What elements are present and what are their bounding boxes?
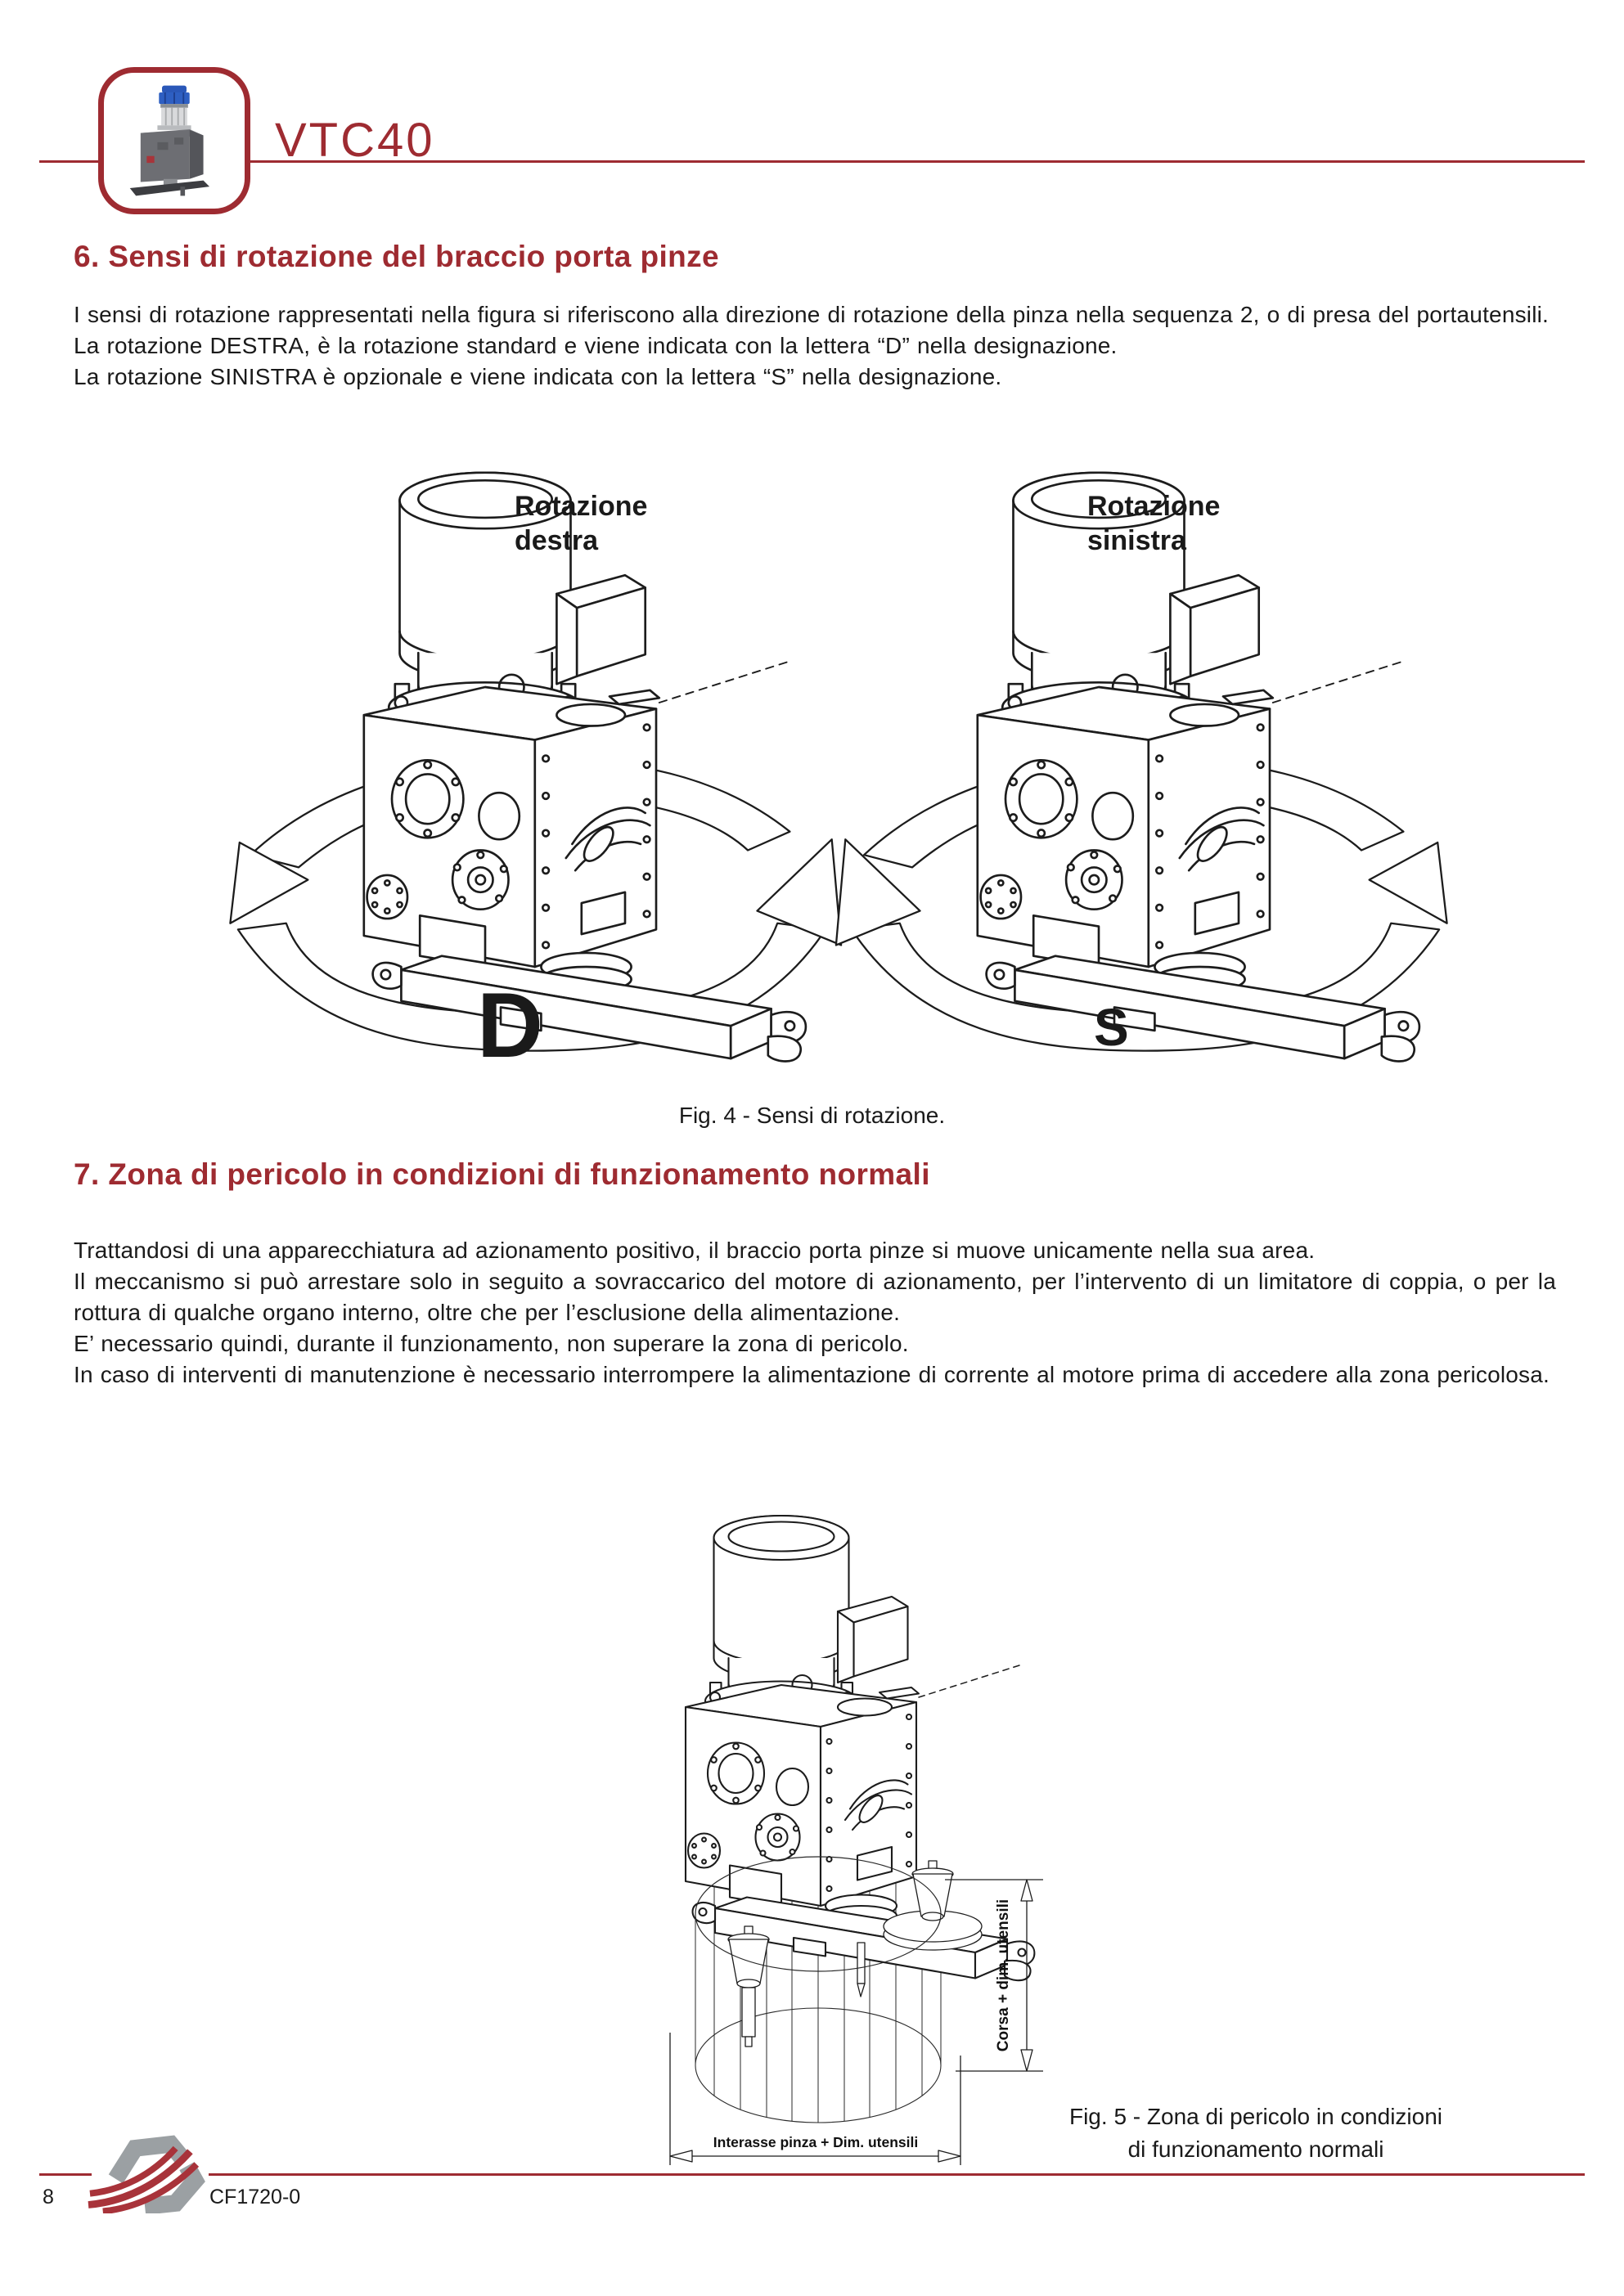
paragraph: Trattandosi di una apparecchiatura ad azionamento positivo, il braccio porta pinze si muove unicamente nella sua area.	[74, 1238, 1316, 1263]
company-logo-icon	[87, 2132, 216, 2213]
paragraph: In caso di interventi di manutenzione è necessario interrompere la alimentazione di corrente al motore prima di accedere alla zona pericolosa.	[74, 1362, 1550, 1387]
brand-logo-box	[98, 67, 250, 214]
section6-heading: 6. Sensi di rotazione del braccio porta pinze	[74, 240, 720, 273]
fig4-caption: Fig. 4 - Sensi di rotazione.	[678, 1103, 946, 1128]
arrowhead-right	[1370, 842, 1447, 923]
footer-rule-right	[209, 2173, 1585, 2176]
fig5-caption-line2: di funzionamento normali	[1127, 2136, 1384, 2162]
page-title: VTC40	[275, 114, 435, 167]
machine-photo-icon	[113, 81, 236, 200]
document-code: CF1720-0	[209, 2186, 301, 2208]
paragraph: La rotazione DESTRA, è la rotazione standard e viene indicata con la lettera “D” nella designazione.	[74, 333, 1118, 358]
dim-horizontal-label: Interasse pinza + Dim. utensili	[713, 2134, 919, 2150]
fig4-label-sinistra: Rotazione sinistra	[1087, 491, 1221, 556]
fig5-caption-line1: Fig. 5 - Zona di pericolo in condizioni	[1068, 2104, 1442, 2129]
rotation-letter-s: S	[1094, 998, 1129, 1057]
section7-text	[74, 1235, 1556, 1391]
fig5-danger-zone-illustration	[573, 1468, 1260, 2180]
paragraph: I sensi di rotazione rappresentati nella figura si riferiscono alla direzione di rotazione della pinza nella sequenza 2, o di presa del portautensili.	[74, 302, 1550, 327]
paragraph: E’ necessario quindi, durante il funzionamento, non superare la zona di pericolo.	[74, 1331, 909, 1356]
page-number: 8	[43, 2186, 54, 2208]
machine-line-art	[686, 1516, 1034, 1980]
section6-text	[74, 299, 1556, 393]
footer-rule-left	[39, 2173, 92, 2176]
dim-vertical-label: Corsa + dim. utensili	[995, 1898, 1012, 2052]
paragraph: La rotazione SINISTRA è opzionale e viene indicata con la lettera “S” nella designazione.	[74, 364, 1002, 389]
paragraph: Il meccanismo si può arrestare solo in seguito a sovraccarico del motore di azionamento, per l’intervento di un limitatore di coppia, o per la rottura di qualche organo interno, oltre che per l’esclusione della alimentazione.	[74, 1269, 1556, 1325]
section7-heading: 7. Zona di pericolo in condizioni di funzionamento normali	[74, 1157, 930, 1191]
fig4-label-destra: Rotazione destra	[515, 491, 648, 556]
header-rule	[39, 160, 1585, 163]
rotation-letter-d: D	[477, 974, 543, 1076]
fig5-caption	[1019, 2101, 1493, 2166]
